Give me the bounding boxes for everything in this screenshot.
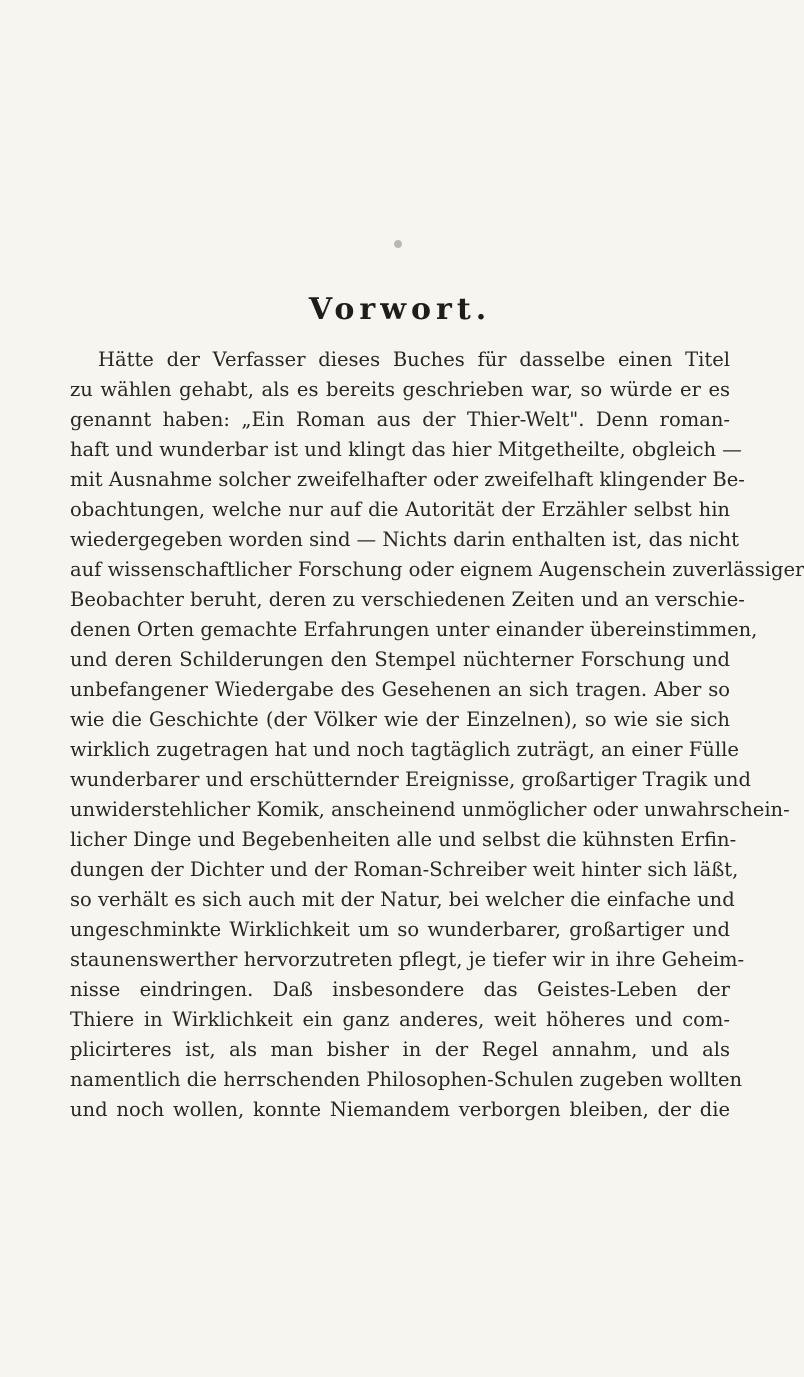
text-line: staunenswerther hervorzutreten pflegt, je tiefer wir in ihre Geheim- [70,948,745,971]
text-line: licher Dinge und Begebenheiten alle und selbst die kühnsten Erfin- [70,828,737,851]
text-line: Thiere in Wirklichkeit ein ganz anderes, weit höheres und com- [70,1008,730,1031]
body-text [70,345,804,1125]
text-line: nisse eindringen. Daß insbesondere das Geistes-Leben der [70,978,730,1001]
text-line: ungeschminkte Wirklichkeit um so wunderbarer, großartiger und [70,918,730,941]
text-line: unwiderstehlicher Komik, anscheinend unmöglicher oder unwahrschein- [70,798,790,821]
text-line: wie die Geschichte (der Völker wie der Einzelnen), so wie sie sich [70,708,730,731]
text-line: genannt haben: „Ein Roman aus der Thier-Welt". Denn roman- [70,408,730,431]
text-line: namentlich die herrschenden Philosophen-Schulen zugeben wollten [70,1068,743,1091]
ink-spot [394,240,402,248]
text-line: zu wählen gehabt, als es bereits geschrieben war, so würde er es [70,378,730,401]
page-heading: Vorwort. [308,292,492,327]
text-line: denen Orten gemachte Erfahrungen unter einander übereinstimmen, [70,618,758,641]
text-line: auf wissenschaftlicher Forschung oder eignem Augenschein zuverlässiger [70,558,804,581]
text-line: so verhält es sich auch mit der Natur, bei welcher die einfache und [70,888,735,911]
text-line: mit Ausnahme solcher zweifelhafter oder zweifelhaft klingender Be- [70,468,745,491]
text-line: wiedergegeben worden sind — Nichts darin enthalten ist, das nicht [70,528,739,551]
text-line: Beobachter beruht, deren zu verschiedenen Zeiten und an verschie- [70,588,745,611]
text-line: Hätte der Verfasser dieses Buches für dasselbe einen Titel [98,348,730,371]
text-line: dungen der Dichter und der Roman-Schreiber weit hinter sich läßt, [70,858,739,881]
text-line: obachtungen, welche nur auf die Autorität der Erzähler selbst hin [70,498,730,521]
text-line: plicirteres ist, als man bisher in der Regel annahm, und als [70,1038,730,1061]
text-line: unbefangener Wiedergabe des Gesehenen an sich tragen. Aber so [70,678,730,701]
text-line: wirklich zugetragen hat und noch tagtäglich zuträgt, an einer Fülle [70,738,739,761]
text-line: und noch wollen, konnte Niemandem verborgen bleiben, der die [70,1098,730,1121]
text-line: haft und wunderbar ist und klingt das hier Mitgetheilte, obgleich — [70,438,742,461]
text-line: und deren Schilderungen den Stempel nüchterner Forschung und [70,648,730,671]
text-line: wunderbarer und erschütternder Ereignisse, großartiger Tragik und [70,768,751,791]
